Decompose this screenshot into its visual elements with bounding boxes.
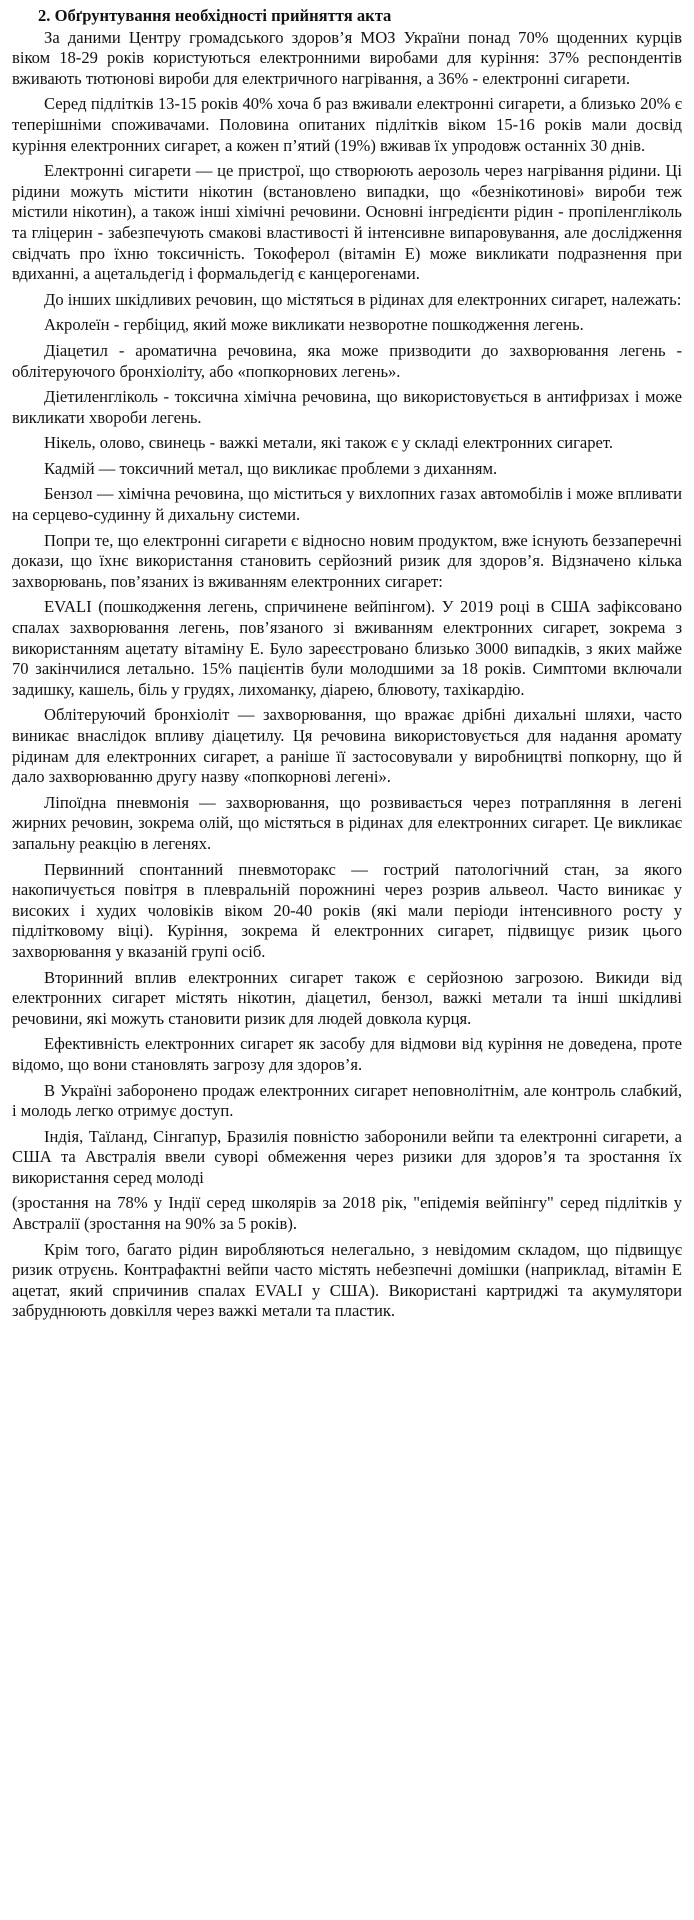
paragraph-diethylene-glycol: Діетиленгліколь - токсична хімічна речовина, що використовується в антифризах і може викликати хвороби легень.: [12, 387, 682, 427]
paragraph-pneumothorax: Первинний спонтанний пневмоторакс — гострий патологічний стан, за якого накопичується повітря в плевральній порожнині через розрив альвеол. Часто виникає у високих і худих чоловіків віком 20-40 років (які мали періоди інтенсивного росту у підлітковому віці). Куріння, зокрема й електронних сигарет, підвищує ризик цього захворювання у вказаній групі осіб.: [12, 859, 682, 961]
paragraph-growth-stats: (зростання на 78% у Індії серед школярів за 2018 рік, "епідемія вейпінгу" серед підлітків у Австралії (зростання на 90% за 5 років).: [12, 1193, 682, 1234]
paragraph-cessation-effectiveness: Ефективність електронних сигарет як засобу для відмови від куріння не доведена, проте відомо, що вони становлять загрозу для здоров’я.: [12, 1034, 682, 1074]
paragraph-acrolein: Акролеїн - гербіцид, який може викликати незворотне пошкодження легень.: [44, 315, 584, 335]
paragraph-international-bans: Індія, Таїланд, Сінгапур, Бразилія повністю заборонили вейпи та електронні сигарети, а США та Австралія ввели суворі обмеження через ризики для здоров’я та зростання їх використання серед молоді: [12, 1126, 682, 1187]
paragraph-bronchiolitis: Облітеруючий бронхіоліт — захворювання, що вражає дрібні дихальні шляхи, часто виникає внаслідок впливу діацетилу. Ця речовина використовується для надання аромату рідинам для електронних сигарет, а раніше її застосовували у виробництві попкорну, що й дало захворюванню другу назву «попкорнові легені».: [12, 705, 682, 787]
paragraph-benzene: Бензол — хімічна речовина, що міститься у вихлопних газах автомобілів і може впливати на серцево-судинну й дихальну системи.: [12, 484, 682, 525]
paragraph-cadmium: Кадмій — токсичний метал, що викликає проблеми з диханням.: [44, 458, 498, 478]
paragraph-ukraine-ban: В Україні заборонено продаж електронних сигарет неповнолітнім, але контроль слабкий, і молодь легко отримує доступ.: [12, 1080, 682, 1121]
paragraph-health-risks-intro: Попри те, що електронні сигарети є відносно новим продуктом, вже існують беззаперечні докази, що їхнє використання становить серйозний ризик для здоров’я. Відзначено кілька захворювань, пов’язаних із вживанням електронних сигарет:: [12, 530, 682, 591]
paragraph-youth-usage-stats: За даними Центру громадського здоров’я МОЗ України понад 70% щоденних курців віком 18-29 років користуються електронними виробами для куріння: 37% респондентів вживають тютюнові вироби для електричного нагрівання, а 36% - електронні сигарети.: [12, 27, 682, 88]
paragraph-heavy-metals: Нікель, олово, свинець - важкі метали, які також є у складі електронних сигарет.: [44, 433, 614, 453]
paragraph-harmful-substances-intro: До інших шкідливих речовин, що містяться в рідинах для електронних сигарет, належать:: [44, 289, 682, 309]
paragraph-device-description: Електронні сигарети — це пристрої, що створюють аерозоль через нагрівання рідини. Ці рідини можуть містити нікотин (встановлено випадки, що «безнікотинові» вироби теж містили нікотин), а також інші хімічні речовини. Основні інгредієнти рідин - пропіленгліколь та гліцерин - забезпечують смакові властивості й інтенсивне випаровування, але дослідження свідчать про їхню токсичність. Токоферол (вітамін Е) може викликати подразнення при вдиханні, а ацетальдегід і формальдегід є канцерогенами.: [12, 161, 682, 284]
paragraph-secondhand-exposure: Вторинний вплив електронних сигарет також є серйозною загрозою. Викиди від електронних сигарет містять нікотин, діацетил, бензол, важкі метали та інші шкідливі речовини, які можуть становити ризик для людей довкола курця.: [12, 967, 682, 1028]
paragraph-teen-usage-stats: Серед підлітків 13-15 років 40% хоча б раз вживали електронні сигарети, а близько 20% є теперішніми споживачами. Половина опитаних підлітків віком 15-16 років мали досвід куріння електронних сигарет, а кожен п’ятий (19%) вживав їх упродовж останніх 30 днів.: [12, 94, 682, 155]
paragraph-illegal-production: Крім того, багато рідин виробляються нелегально, з невідомим складом, що підвищує ризик отруєнь. Контрафактні вейпи часто містять небезпечні домішки (наприклад, вітамін Е ацетат, який спричинив спалах EVALI у США). Використані картриджі та акумулятори забруднюють довкілля через важкі метали та пластик.: [12, 1239, 682, 1321]
section-heading: 2. Обґрунтування необхідності прийняття акта: [38, 6, 392, 25]
paragraph-diacetyl: Діацетил - ароматична речовина, яка може призводити до захворювання легень - облітеруючого бронхіоліту, або «попкорнових легень».: [12, 340, 682, 381]
paragraph-lipoid-pneumonia: Ліпоїдна пневмонія — захворювання, що розвивається через потрапляння в легені жирних речовин, зокрема олій, що містяться в рідинах для електронних сигарет. Це викликає запальну реакцію в легенях.: [12, 792, 682, 853]
paragraph-evali: EVALI (пошкодження легень, спричинене вейпінгом). У 2019 році в США зафіксовано спалах захворювання легень, пов’язаного зі вживанням електронних сигарет, зокрема з використанням ацетату вітаміну Е. Було зареєстровано близько 3000 випадків, з яких майже 70 закінчилися летально. 15% пацієнтів були молодшими за 18 років. Симптоми включали задишку, кашель, біль у грудях, лихоманку, діарею, блювоту, тахікардію.: [12, 597, 682, 699]
